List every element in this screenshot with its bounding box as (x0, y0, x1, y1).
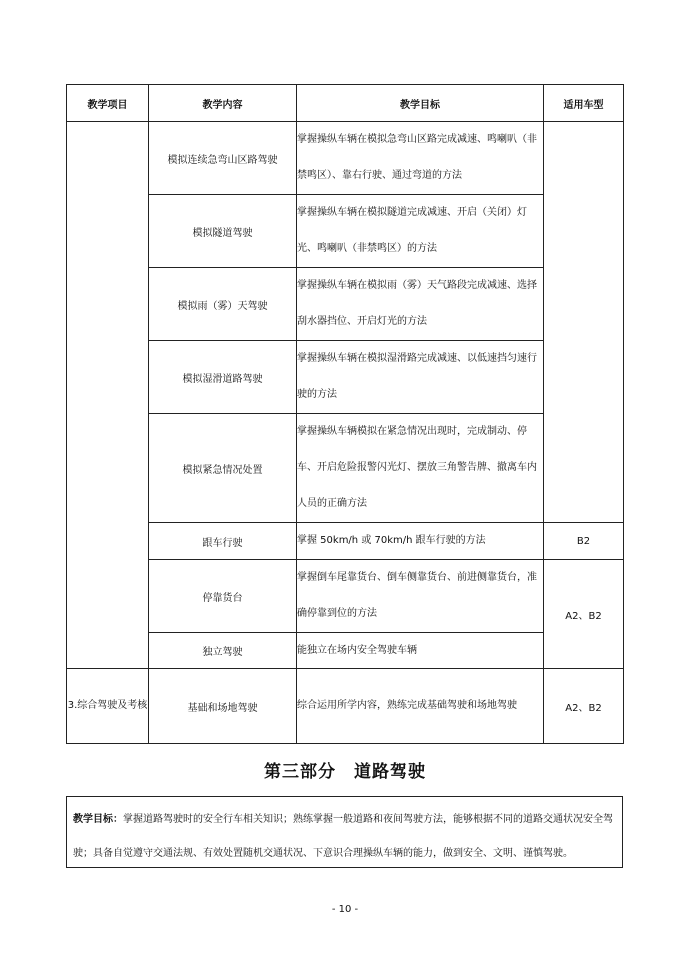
table-row (67, 414, 624, 523)
table-row (67, 523, 624, 560)
goal-cell: 掌握操纵车辆在模拟急弯山区路完成减速、鸣喇叭（非禁鸣区）、靠右行驶、通过弯道的方法 (297, 122, 544, 195)
table-row (67, 669, 624, 744)
content-cell: 跟车行驶 (149, 523, 297, 560)
goal-cell: 掌握操纵车辆在模拟隧道完成减速、开启（关闭）灯光、鸣喇叭（非禁鸣区）的方法 (297, 195, 544, 268)
teaching-goal-text: 掌握道路驾驶时的安全行车相关知识；熟练掌握一般道路和夜间驾驶方法，能够根据不同的道路交通状况安全驾驶；具备自觉遵守交通法规、有效处置随机交通状况、下意识合理操纵车辆的能力，做到安全、文明、谨慎驾驶。 (73, 814, 613, 859)
goal-cell: 掌握操纵车辆模拟在紧急情况出现时，完成制动、停车、开启危险报警闪光灯、摆放三角警告牌、撤离车内人员的正确方法 (297, 414, 544, 523)
vehicle-cell-empty (544, 122, 624, 523)
table-row (67, 633, 624, 669)
section-title (0, 757, 690, 782)
vehicle-cell: A2、B2 (544, 669, 624, 744)
header-vehicle: 适用车型 (544, 85, 624, 122)
section-name: 道路驾驶 (354, 762, 426, 782)
project-cell: 3.综合驾驶及考核 (67, 669, 149, 744)
content-cell: 独立驾驶 (149, 633, 297, 669)
table-row (67, 122, 624, 195)
content-cell: 模拟紧急情况处置 (149, 414, 297, 523)
vehicle-cell: B2 (544, 523, 624, 560)
section-part: 第三部分 (264, 762, 336, 782)
header-content: 教学内容 (149, 85, 297, 122)
page-number: - 10 - (331, 904, 359, 915)
teaching-goal-box (66, 796, 623, 868)
goal-cell: 综合运用所学内容，熟练完成基础驾驶和场地驾驶 (297, 669, 544, 744)
table-row (67, 195, 624, 268)
header-goal: 教学目标 (297, 85, 544, 122)
teaching-goal-label: 教学目标： (73, 814, 123, 825)
header-project: 教学项目 (67, 85, 149, 122)
content-cell: 模拟雨（雾）天驾驶 (149, 268, 297, 341)
table-row (67, 268, 624, 341)
content-cell: 模拟隧道驾驶 (149, 195, 297, 268)
goal-cell: 掌握操纵车辆在模拟湿滑路完成减速、以低速挡匀速行驶的方法 (297, 341, 544, 414)
table-row (67, 341, 624, 414)
content-cell: 停靠货台 (149, 560, 297, 633)
goal-cell: 能独立在场内安全驾驶车辆 (297, 633, 544, 669)
table-header-row (67, 85, 624, 122)
content-cell: 模拟湿滑道路驾驶 (149, 341, 297, 414)
project-cell-empty (67, 122, 149, 669)
goal-cell: 掌握操纵车辆在模拟雨（雾）天气路段完成减速、选择刮水器挡位、开启灯光的方法 (297, 268, 544, 341)
goal-cell: 掌握倒车尾靠货台、倒车侧靠货台、前进侧靠货台，准确停靠到位的方法 (297, 560, 544, 633)
training-table (66, 84, 624, 744)
table-row (67, 560, 624, 633)
content-cell: 模拟连续急弯山区路驾驶 (149, 122, 297, 195)
vehicle-cell: A2、B2 (544, 560, 624, 669)
goal-cell: 掌握 50km/h 或 70km/h 跟车行驶的方法 (297, 523, 544, 560)
content-cell: 基础和场地驾驶 (149, 669, 297, 744)
